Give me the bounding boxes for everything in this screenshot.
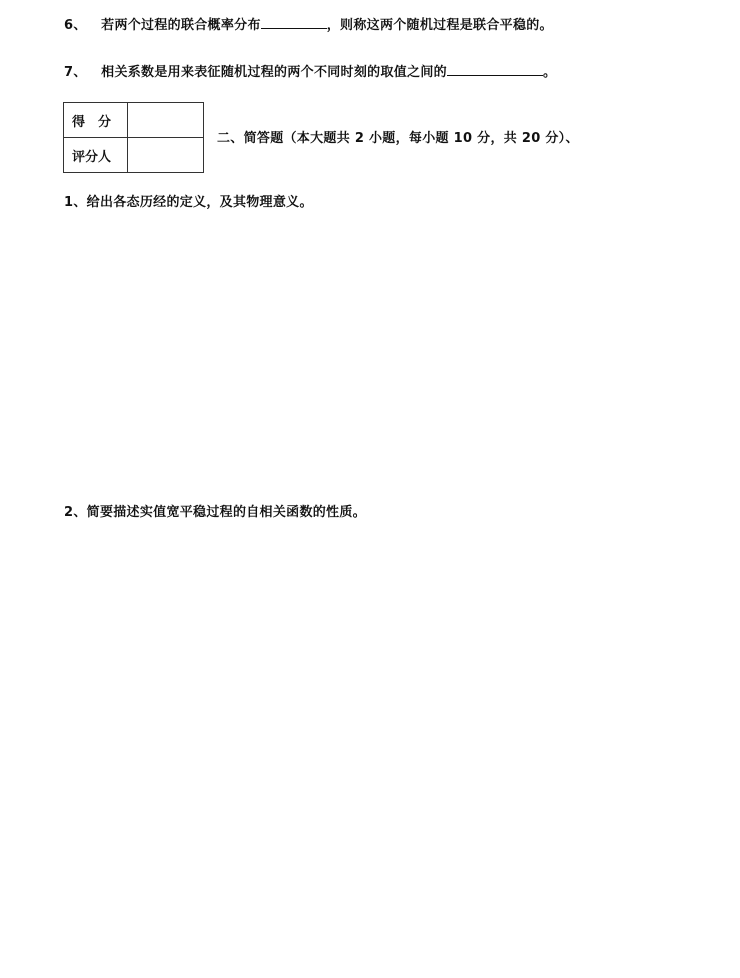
question-6-number: 6、 [64, 18, 87, 33]
score-value-cell[interactable] [128, 103, 204, 138]
score-row [64, 103, 204, 138]
question-7-text-after: 。 [542, 65, 557, 80]
question-7-answer-blank[interactable] [447, 61, 543, 76]
grader-label: 评分人 [64, 138, 128, 173]
section-2-title: 二、简答题（本大题共 2 小题，每小题 10 分，共 20 分）、 [217, 131, 579, 146]
question-6-text-after: ，则称这两个随机过程是联合平稳的。 [326, 18, 553, 33]
grader-value-cell[interactable] [128, 138, 204, 173]
question-7-number: 7、 [64, 65, 87, 80]
short-answer-question-1: 1、给出各态历经的定义，及其物理意义。 [64, 195, 313, 210]
question-6-answer-blank[interactable] [261, 14, 327, 29]
question-6-text-before: 若两个过程的联合概率分布 [101, 18, 261, 33]
short-answer-question-2: 2、简要描述实值宽平稳过程的自相关函数的性质。 [64, 505, 366, 520]
question-7 [64, 61, 556, 80]
question-7-text-before: 相关系数是用来表征随机过程的两个不同时刻的取值之间的 [101, 65, 447, 80]
grader-row [64, 138, 204, 173]
score-box [63, 102, 204, 173]
question-6 [64, 14, 553, 33]
score-label: 得 分 [64, 103, 128, 138]
